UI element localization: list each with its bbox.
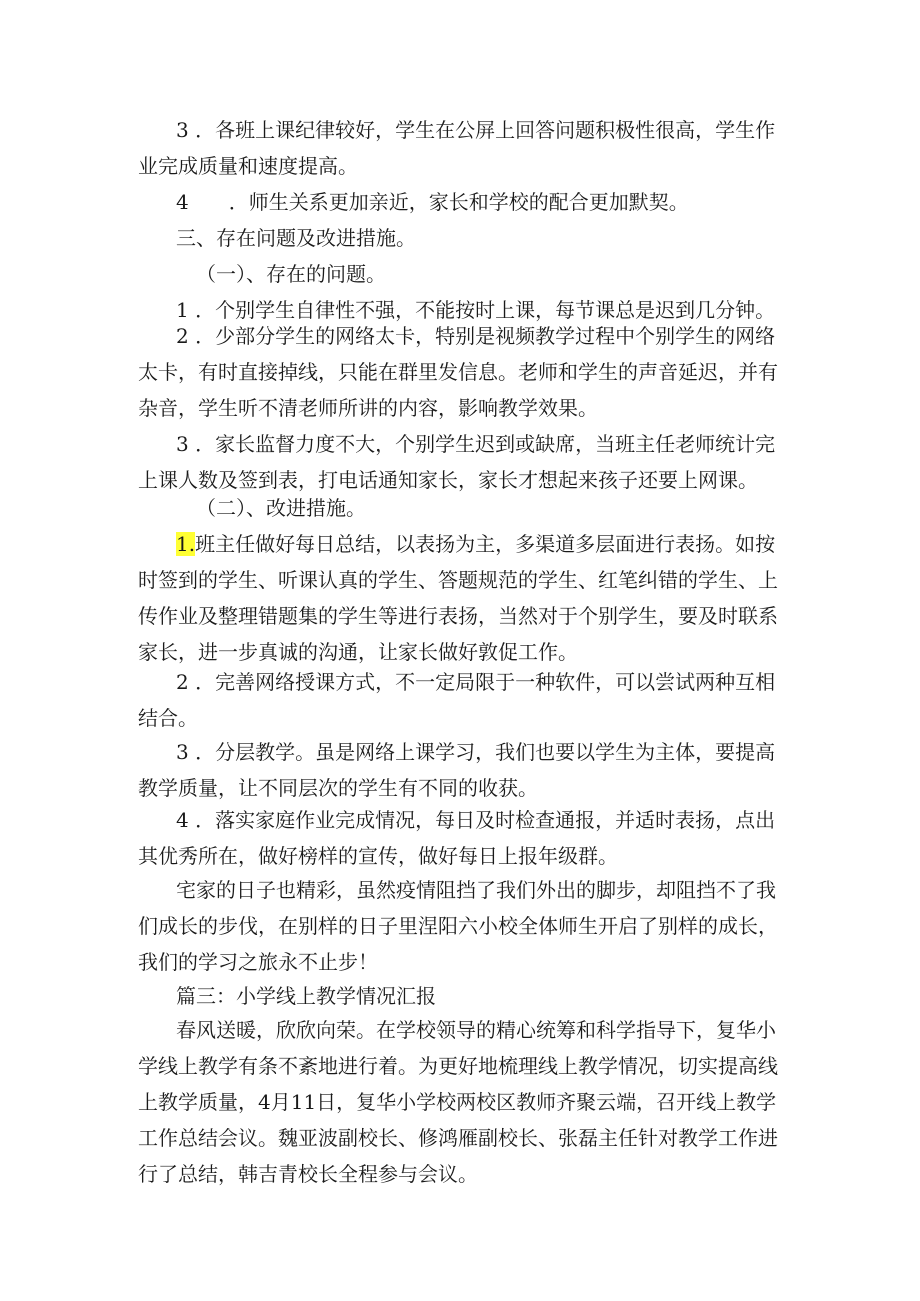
paragraph-self-discipline: 1 ．个别学生自律性不强，不能按时上课，每节课总是迟到几分钟。 [176,298,776,322]
paragraph-teacher-student-relation: 4 ．师生关系更加亲近，家长和学校的配合更加默契。 [176,190,689,214]
paragraph-spring-report: 春风送暖，欣欣向荣。在学校领导的精心统筹和科学指导下，复华小学线上教学有条不紊地进行着。为更好地梳理线上教学情况，切实提高线上教学质量，4月11日，复华小学校两校区教师齐聚云端，召开线上教学工作总结会议。魏亚波副校长、修鸿雁副校长、张磊主任针对教学工作进行了总结，韩吉青校长全程参与会议。 [138,1018,778,1186]
paragraph-parent-supervision: 3 ．家长监督力度不大，个别学生迟到或缺席，当班主任老师统计完上课人数及签到表，打电话通知家长，家长才想起来孩子还要上网课。 [138,432,776,492]
paragraph-layered-teaching: 3 ．分层教学。虽是网络上课学习，我们也要以学生为主体，要提高教学质量，让不同层次的学生有不同的收获。 [138,740,776,800]
paragraph-class-discipline: 3 ．各班上课纪律较好，学生在公屏上回答问题积极性很高，学生作业完成质量和速度提高。 [138,118,776,178]
paragraph-daily-summary [138,526,790,670]
paragraph-closing-remark: 宅家的日子也精彩，虽然疫情阻挡了我们外出的脚步，却阻挡不了我们成长的步伐，在别样的日子里涅阳六小校全体师生开启了别样的成长，我们的学习之旅永不止步！ [138,878,778,974]
paragraph-network-lag: 2 ．少部分学生的网络太卡，特别是视频教学过程中个别学生的网络太卡，有时直接掉线，只能在群里发信息。老师和学生的声音延迟，并有杂音，学生听不清老师所讲的内容，影响教学效果。 [138,324,778,420]
paragraph-daily-summary-text: 班主任做好每日总结，以表扬为主，多渠道多层面进行表扬。如按时签到的学生、听课认真的学生、答题规范的学生、红笔纠错的学生、上传作业及整理错题集的学生等进行表扬，当然对于个别学生，要及时联系家长，进一步真诚的沟通，让家长做好敦促工作。 [138,532,778,664]
paragraph-teaching-method: 2 ．完善网络授课方式，不一定局限于一种软件，可以尝试两种互相结合。 [138,670,776,730]
subheading-existing-problems: （一）、存在的问题。 [196,262,386,286]
paragraph-homework-check: 4 ．落实家庭作业完成情况，每日及时检查通报，并适时表扬，点出其优秀所在，做好榜样的宣传，做好每日上报年级群。 [138,808,776,868]
section-title-chapter-three: 篇三：小学线上教学情况汇报 [176,984,436,1008]
list-marker-highlighted: 1. [176,532,196,556]
section-heading-problems-measures: 三、存在问题及改进措施。 [176,226,416,250]
subheading-improvement-measures: （二）、改进措施。 [196,496,366,520]
